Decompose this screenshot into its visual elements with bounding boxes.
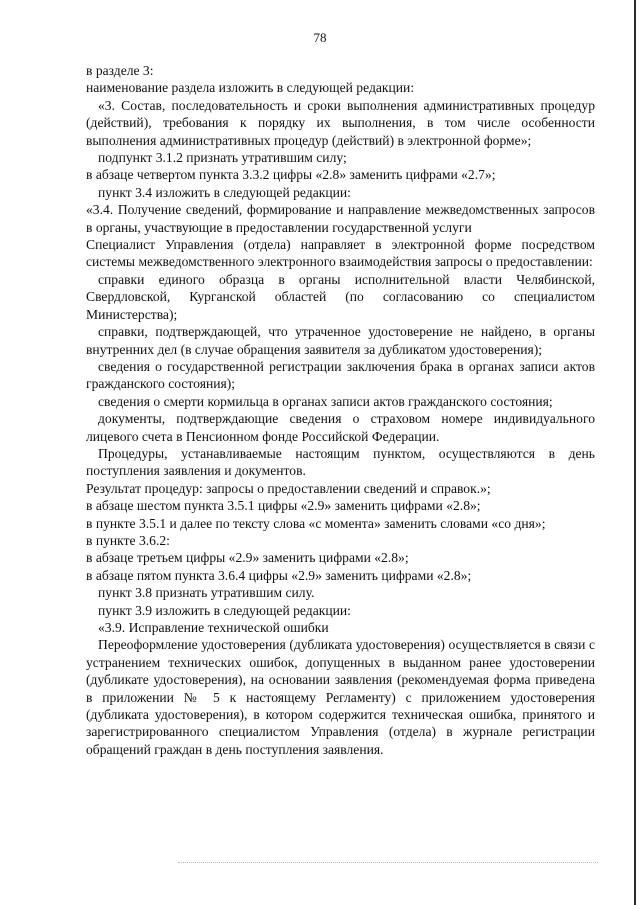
paragraph-section-3-title: «3. Состав, последовательность и сроки выполнения административных процедур (действий), требования к порядку их выполнения, в том числе особенности выполнения административных процедур (действий) в электронной форме»; xyxy=(86,97,595,148)
paragraph-section-title-instruction: наименование раздела изложить в следующей редакции: xyxy=(86,80,415,96)
paragraph-certificate-regions: справки единого образца в органы исполнительной власти Челябинской, Свердловской, Курганской областей (по согласованию со специалистом Министерства); xyxy=(86,271,595,322)
paragraph-item-3-6-2: в пункте 3.6.2: xyxy=(86,532,170,548)
paragraph-procedure-result: Результат процедур: запросы о предоставлении сведений и справок.»; xyxy=(86,480,491,496)
page-edge-border xyxy=(634,0,636,905)
paragraph-specialist-requests: Специалист Управления (отдела) направляет в электронной форме посредством системы межведомственного электронного взаимодействия запросы о предоставлении: xyxy=(86,237,595,270)
paragraph-marriage-registration: сведения о государственной регистрации заключения брака в органах записи актов гражданского состояния); xyxy=(86,358,595,392)
paragraph-item-3-3-2: в абзаце четвертом пункта 3.3.2 цифры «2.8» заменить цифрами «2.7»; xyxy=(86,167,496,183)
paragraph-item-3-5-1-b: в пункте 3.5.1 и далее по тексту слова «с момента» заменить словами «со дня»; xyxy=(86,515,546,531)
page-number: 78 xyxy=(313,30,327,45)
paragraph-item-3-8: пункт 3.8 признать утратившим силу. xyxy=(98,585,315,601)
paragraph-reissue-certificate: Переоформление удостоверения (дубликата удостоверения) осуществляется в связи с устранением технических ошибок, допущенных в выданном ранее удостоверении (дубликате удостоверения), на основании заявления (рекомендуемая форма приведена в приложении № 5 к настоящему Регламенту) с приложением удостоверения (дубликата удостоверения), в котором содержится техническая ошибка, принятого и зарегистрированного специалистом Управления (отдела) в журнале регистрации обращений граждан в день поступления заявления. xyxy=(86,637,595,757)
paragraph-item-3-9-instruction: пункт 3.9 изложить в следующей редакции: xyxy=(98,602,351,618)
document-body xyxy=(86,62,595,758)
paragraph-procedures-timing: Процедуры, устанавливаемые настоящим пунктом, осуществляются в день поступления заявления и документов. xyxy=(86,445,595,479)
paragraph-pension-fund: документы, подтверждающие сведения о страховом номере индивидуального лицевого счета в Пенсионном фонде Российской Федерации. xyxy=(86,411,595,444)
paragraph-certificate-lost: справки, подтверждающей, что утраченное удостоверение не найдено, в органы внутренних дел (в случае обращения заявителя за дубликатом удостоверения); xyxy=(86,324,595,357)
paragraph-item-3-6-4: в абзаце пятом пункта 3.6.4 цифры «2.9» заменить цифрами «2.8»; xyxy=(86,567,472,583)
paragraph-item-3-4-instruction: пункт 3.4 изложить в следующей редакции: xyxy=(98,184,351,200)
scan-artifact-line xyxy=(178,862,598,864)
paragraph-subitem-3-1-2: подпункт 3.1.2 признать утратившим силу; xyxy=(98,150,347,166)
paragraph-item-3-9-title: «3.9. Исправление технической ошибки xyxy=(98,620,329,635)
paragraph-item-3-6-2-third: в абзаце третьем цифры «2.9» заменить цифрами «2.8»; xyxy=(86,550,409,566)
paragraph-item-3-5-1-a: в абзаце шестом пункта 3.5.1 цифры «2.9» заменить цифрами «2.8»; xyxy=(86,498,481,514)
paragraph-section-3: в разделе 3: xyxy=(86,63,154,78)
paragraph-breadwinner-death: сведения о смерти кормильца в органах записи актов гражданского состояния; xyxy=(98,393,553,409)
paragraph-item-3-4-title: «3.4. Получение сведений, формирование и направление межведомственных запросов в органы, участвующие в предоставлении государственной услуги xyxy=(86,202,595,235)
